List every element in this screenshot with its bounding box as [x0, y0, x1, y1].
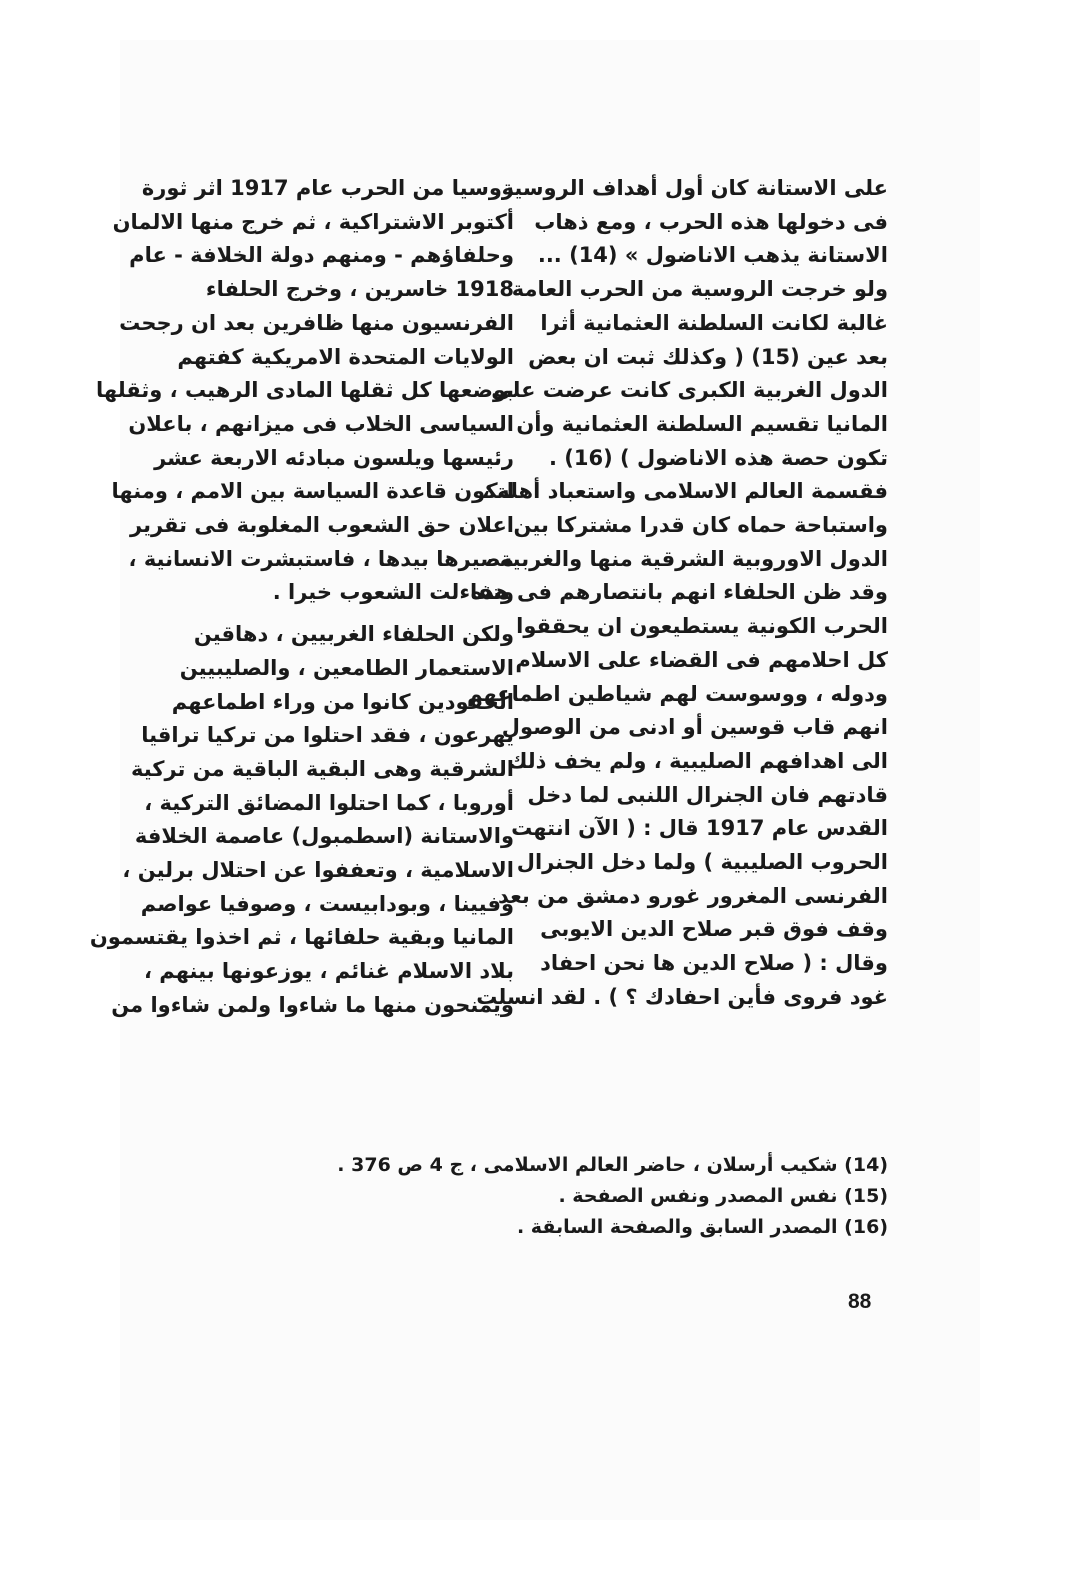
text-line: الدول الغربية الكبرى كانت عرضت على [491, 378, 888, 403]
text-line: قادتهم فان الجنرال اللنبى لما دخل [527, 782, 888, 807]
footnote-16: (16) المصدر السابق والصفحة السابقة . [516, 1216, 888, 1238]
text-line: انهم قاب قوسين أو ادنى من الوصول [501, 715, 888, 740]
text-line: الشرقية وهى البقية الباقية من تركية [130, 756, 514, 781]
text-line: السياسى الخلاب فى ميزانهم ، باعلان [128, 411, 514, 436]
text-line: ولو خرجت الروسية من الحرب العامة [511, 277, 888, 302]
text-line: وقد ظن الحلفاء انهم بانتصارهم فى هذه [470, 580, 888, 605]
text-line: تكون حصة هذه الاناضول ) (16) . [549, 445, 888, 470]
text-line: الحرب الكونية يستطيعون ان يحققوا [516, 614, 888, 639]
text-line: أكتوبر الاشتراكية ، ثم خرج منها الالمان [112, 209, 514, 234]
text-line: والاستانة (اسطمبول) عاصمة الخلافة [134, 824, 514, 849]
text-line: الحروب الصليبية ) ولما دخل الجنرال [516, 850, 888, 875]
footnotes [300, 1150, 888, 1243]
text-line: بعد عين (15) ( وكذلك ثبت ان بعض [528, 344, 888, 369]
text-line: كل احلامهم فى القضاء على الاسلام [515, 647, 888, 672]
text-line: مصيرها بيدها ، فاستبشرت الانسانية ، [128, 546, 514, 571]
text-line: الاستانة يذهب الاناضول » (14) ... [537, 243, 888, 268]
text-line: الاسلامية ، وتعففوا عن احتلال برلين ، [122, 858, 514, 883]
text-line: الفرنسى المغرور غورو دمشق من بعد [497, 883, 888, 908]
text-line: فقسمة العالم الاسلامى واستعباد أهله ، [481, 479, 888, 504]
text-line: المانيا تقسيم السلطنة العثمانية وأن [516, 411, 888, 436]
text-line: على الاستانة كان أول أهداف الروسية [501, 176, 888, 200]
text-line: يهرعون ، فقد احتلوا من تركيا تراقيا [141, 723, 514, 748]
text-line: غالبة لكانت السلطنة العثمانية أثرا [540, 310, 888, 335]
text-line: الحقودين كانوا من وراء اطماعهم [171, 689, 514, 714]
text-line: ولكن الحلفاء الغربيين ، دهاقين [193, 622, 514, 647]
text-line: الى اهدافهم الصليبية ، ولم يخف ذلك [508, 748, 888, 773]
text-line: الفرنسيون منها ظافرين بعد ان رجحت [119, 310, 514, 335]
text-line: القدس عام 1917 قال : ( الآن انتهت [511, 816, 888, 841]
text-line: وقف فوق قبر صلاح الدين الايوبى [540, 917, 888, 942]
paragraph-1 [95, 172, 514, 610]
text-line: ويمنحون منها ما شاءوا ولمن شاءوا من [111, 992, 514, 1017]
footnote-14: (14) شكيب أرسلان ، حاضر العالم الاسلامى ، ج 4 ص 376 . [337, 1154, 888, 1176]
text-line: وحلفاؤهم - ومنهم دولة الخلافة - عام [129, 243, 514, 268]
text-line: وفيينا ، وبودابيست ، وصوفيا عواصم [140, 891, 514, 916]
text-line: الاستعمار الطامعين ، والصليبيين [179, 655, 514, 680]
text-line: المانيا وبقية حلفائها ، ثم اخذوا يقتسمون [89, 925, 514, 950]
text-line: فى دخولها هذه الحرب ، ومع ذهاب [534, 209, 888, 234]
footnote-15: (15) نفس المصدر ونفس الصفحة . [558, 1185, 888, 1207]
text-line: وقال : ( صلاح الدين ها نحن احفاد [540, 951, 888, 976]
text-line: بلاد الاسلام غنائم ، يوزعونها بينهم ، [143, 959, 514, 984]
text-line: اعلان حق الشعوب المغلوبة فى تقرير [130, 513, 514, 538]
text-line: لتكون قاعدة السياسة بين الامم ، ومنها [111, 479, 514, 504]
text-line: غود فروى فأين احفادك ؟ ) . لقد انسلت [476, 984, 888, 1009]
text-line: ودوله ، ووسوست لهم شياطين اطماعهم [466, 681, 888, 706]
text-line: الدول الاوروبية الشرقية منها والغربية ، [484, 546, 888, 571]
text-line: رئيسها ويلسون مبادئه الاربعة عشر [154, 445, 514, 470]
text-line: وتفاءلت الشعوب خيرا . [272, 580, 514, 605]
right-text-column [466, 172, 888, 1015]
text-line: أوروبا ، كما احتلوا المضائق التركية ، [144, 790, 514, 815]
left-text-column [89, 172, 514, 1023]
text-line: الولايات المتحدة الامريكية كفتهم [177, 344, 514, 369]
page-number: 88 [848, 1290, 872, 1313]
text-line: روسيا من الحرب عام 1917 اثر ثورة [141, 176, 514, 200]
paragraph-2 [89, 618, 514, 1022]
text-line: واستباحة حماه كان قدرا مشتركا بين [513, 513, 888, 538]
text-line: بوضعها كل ثقلها المادى الرهيب ، وثقلها [95, 378, 514, 403]
text-line: 1918 خاسرين ، وخرج الحلفاء [205, 277, 514, 302]
